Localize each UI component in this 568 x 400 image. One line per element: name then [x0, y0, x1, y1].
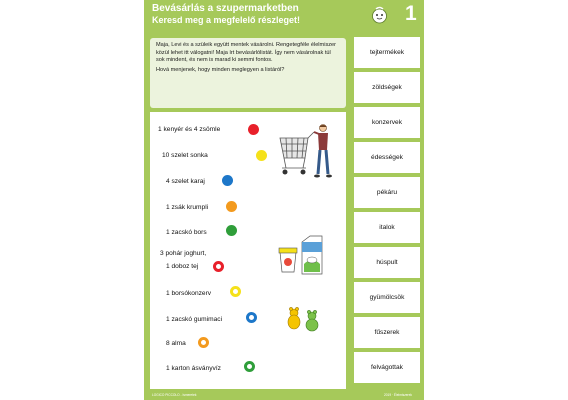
- shopper-with-cart-illustration: [278, 124, 340, 182]
- color-dot-red[interactable]: [248, 124, 259, 135]
- color-ring-yellow[interactable]: [230, 286, 241, 297]
- color-ring-orange[interactable]: [198, 337, 209, 348]
- department-box[interactable]: felvágottak: [354, 352, 420, 383]
- list-item-text: 1 kenyér és 4 zsömle: [158, 126, 221, 133]
- department-box[interactable]: fűszerek: [354, 317, 420, 348]
- color-dot-yellow[interactable]: [256, 150, 267, 161]
- list-item-text: 8 alma: [166, 340, 186, 347]
- color-ring-red[interactable]: [213, 261, 224, 272]
- color-dot-blue[interactable]: [222, 175, 233, 186]
- department-box[interactable]: tejtermékek: [354, 37, 420, 68]
- page-number: 1: [405, 2, 417, 25]
- yogurt-and-milk-illustration: [278, 234, 330, 276]
- list-item-text: 3 pohár joghurt,: [160, 250, 207, 257]
- department-box[interactable]: húspult: [354, 247, 420, 278]
- list-item-text: 4 szelet karaj: [166, 178, 205, 185]
- department-box[interactable]: zöldségek: [354, 72, 420, 103]
- mascot-icon: [371, 6, 388, 24]
- gummy-bears-illustration: [284, 306, 324, 332]
- color-dot-orange[interactable]: [226, 201, 237, 212]
- footer-publisher: LOGICO PICCOLO - Ismeretek: [152, 393, 197, 397]
- list-item-text: 1 karton ásványvíz: [166, 365, 221, 372]
- list-item-text: 1 doboz tej: [166, 263, 199, 270]
- footer-topic: 2019 · Élelmiszerek: [384, 393, 412, 397]
- color-ring-blue[interactable]: [246, 312, 257, 323]
- department-box[interactable]: édességek: [354, 142, 420, 173]
- story-question: Hová menjenek, hogy minden meglegyen a listáról?: [156, 66, 285, 73]
- color-ring-green[interactable]: [244, 361, 255, 372]
- department-box[interactable]: pékáru: [354, 177, 420, 208]
- department-box[interactable]: italok: [354, 212, 420, 243]
- page-title: Bevásárlás a szupermarketben: [152, 3, 299, 14]
- page-subtitle: Keresd meg a megfelelő részleget!: [152, 15, 301, 25]
- list-item-text: 1 borsókonzerv: [166, 290, 212, 297]
- list-item-text: 1 zsák krumpli: [166, 204, 209, 211]
- department-list: [354, 37, 420, 388]
- list-item-text: 1 zacskó bors: [166, 229, 207, 236]
- department-box[interactable]: konzervek: [354, 107, 420, 138]
- color-dot-green[interactable]: [226, 225, 237, 236]
- list-item-text: 1 zacskó gumimaci: [166, 316, 223, 323]
- list-item-text: 10 szelet sonka: [162, 152, 208, 159]
- story-paragraph: Maja, Levi és a szüleik együtt mentek vásárolni. Rengetegféle élelmiszer közül lehet itt válogatni! Maja írt bevásárlólistát. Így nem vásárolnak túl sok mindent, és nem is marad ki semmi fontos.: [156, 42, 337, 64]
- story-box: [150, 38, 346, 108]
- department-box[interactable]: gyümölcsök: [354, 282, 420, 313]
